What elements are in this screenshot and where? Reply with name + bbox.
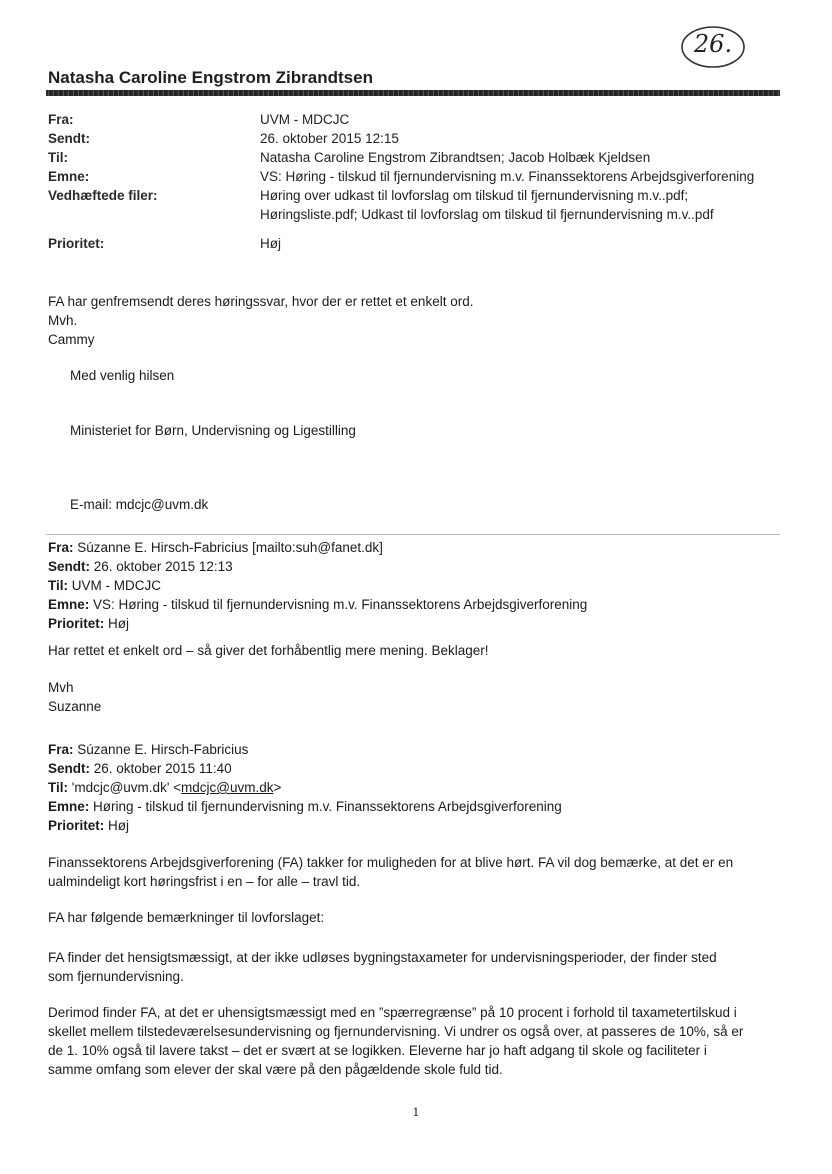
field-label: Fra: <box>48 112 74 127</box>
signoff-line: Mvh <box>48 680 74 695</box>
header-line-sendt <box>48 759 788 778</box>
field-value: UVM - MDCJC <box>71 578 162 593</box>
paragraph-line: skellet mellem tilstedeværelsesundervisning og fjernundervisning. Vi undrer os også over, at passeres de 10%, så er <box>48 1024 744 1039</box>
field-value: Natasha Caroline Engstrom Zibrandtsen; Jacob Holbæk Kjeldsen <box>260 150 651 165</box>
attachment-link[interactable]: Høring over udkast til lovforslag om tilskud til fjernundervisning m.v..pdf; <box>260 188 689 203</box>
header-divider <box>46 90 780 96</box>
field-label: Emne: <box>48 799 90 814</box>
body-line: FA har genfremsendt deres høringssvar, hvor der er rettet et enkelt ord. <box>48 294 474 309</box>
field-attachments-cont <box>48 205 788 224</box>
signature-greeting: Med venlig hilsen <box>70 368 175 383</box>
header-line-til <box>48 576 788 595</box>
paragraph-4 <box>48 1003 788 1079</box>
priority-value: Høj <box>260 236 281 251</box>
field-sendt <box>48 129 788 148</box>
field-value: Súzanne E. Hirsch-Fabricius <box>77 742 249 757</box>
header-line-fra <box>48 538 788 557</box>
field-label: Vedhæftede filer: <box>48 188 158 203</box>
stamp-number: 26. <box>693 30 733 58</box>
header-line-emne <box>48 797 788 816</box>
paragraph-line: de 1. 10% også til lavere takst – det er svært at se logikken. Eleverne har jo haft adgang til skole og faciliteter i <box>48 1043 707 1058</box>
paragraph-line: ualmindeligt kort høringsfrist i en – for alle – travl tid. <box>48 874 361 889</box>
signoff-line: Suzanne <box>48 699 102 714</box>
email-signoff-2 <box>48 678 788 716</box>
handwritten-page-stamp <box>680 24 746 70</box>
header-line-sendt <box>48 557 788 576</box>
body-line: Cammy <box>48 332 95 347</box>
header-line-prioritet <box>48 816 788 835</box>
field-value: 26. oktober 2015 12:15 <box>260 131 399 146</box>
field-label: Prioritet: <box>48 616 105 631</box>
paragraph-2: FA har følgende bemærkninger til lovforslaget: <box>48 910 325 925</box>
field-label <box>48 205 260 224</box>
field-value: Høring - tilskud til fjernundervisning m.v. Finanssektorens Arbejdsgiverforening <box>93 799 562 814</box>
email-body-1 <box>48 292 788 349</box>
header-line-prioritet <box>48 614 788 633</box>
field-value: UVM - MDCJC <box>260 112 350 127</box>
field-label: Til: <box>48 150 68 165</box>
field-label: Fra: <box>48 540 74 555</box>
header-line-til <box>48 778 788 797</box>
field-value: Høj <box>108 616 130 631</box>
paragraph-3 <box>48 948 788 986</box>
signature-email: E-mail: mdcjc@uvm.dk <box>70 497 209 512</box>
paragraph-line: FA finder det hensigtsmæssigt, at der ikke udløses bygningstaxameter for undervisningsperioder, der finder sted <box>48 950 717 965</box>
field-attachments <box>48 186 788 205</box>
field-emne <box>48 167 788 186</box>
paragraph-line: Finanssektorens Arbejdsgiverforening (FA) takker for muligheden for at blive hørt. FA vil dog bemærke, at det er en <box>48 855 734 870</box>
field-label: Til: <box>48 780 68 795</box>
attachment-link[interactable]: Høringsliste.pdf; Udkast til lovforslag om tilskud til fjernundervisning m.v..pdf <box>260 207 714 222</box>
email-header-2 <box>48 538 788 633</box>
email-link[interactable]: mdcjc@uvm.dk <box>181 780 274 795</box>
field-value: > <box>273 780 282 795</box>
signature-ministry: Ministeriet for Børn, Undervisning og Ligestilling <box>70 423 356 438</box>
paragraph-line: samme omfang som elever der skal være på den pågældende skole fuld tid. <box>48 1062 503 1077</box>
field-label: Emne: <box>48 597 90 612</box>
email-header-3 <box>48 740 788 835</box>
field-value: 26. oktober 2015 11:40 <box>93 761 232 776</box>
field-value: VS: Høring - tilskud til fjernundervisning m.v. Finanssektorens Arbejdsgiverforening <box>93 597 588 612</box>
email-header-fields <box>48 110 788 224</box>
field-label: Prioritet: <box>48 236 105 251</box>
header-line-emne <box>48 595 788 614</box>
body-line: Mvh. <box>48 313 78 328</box>
field-label: Sendt: <box>48 761 90 776</box>
field-priority <box>48 236 788 251</box>
field-label: Fra: <box>48 742 74 757</box>
mailbox-owner-name: Natasha Caroline Engstrom Zibrandtsen <box>48 68 373 87</box>
field-fra <box>48 110 788 129</box>
field-value: 'mdcjc@uvm.dk' < <box>71 780 182 795</box>
field-label: Sendt: <box>48 559 90 574</box>
field-label: Sendt: <box>48 131 90 146</box>
field-value: 26. oktober 2015 12:13 <box>93 559 233 574</box>
page-number: 1 <box>412 1106 420 1119</box>
email-body-2: Har rettet et enkelt ord – så giver det forhåbentlig mere mening. Beklager! <box>48 643 489 658</box>
paragraph-line: Derimod finder FA, at det er uhensigtsmæssigt med en ”spærregrænse” på 10 procent i forhold til taxametertilskud i <box>48 1005 737 1020</box>
field-label: Til: <box>48 578 68 593</box>
field-label: Prioritet: <box>48 818 105 833</box>
paragraph-line: som fjernundervisning. <box>48 969 184 984</box>
paragraph-1 <box>48 853 788 891</box>
field-label: Emne: <box>48 169 90 184</box>
field-value: Høj <box>108 818 130 833</box>
field-value: Súzanne E. Hirsch-Fabricius [mailto:suh@fanet.dk] <box>77 540 383 555</box>
field-til <box>48 148 788 167</box>
quoted-message-separator <box>46 534 780 536</box>
header-line-fra <box>48 740 788 759</box>
field-value: VS: Høring - tilskud til fjernundervisning m.v. Finanssektorens Arbejdsgiverforening <box>260 169 755 184</box>
